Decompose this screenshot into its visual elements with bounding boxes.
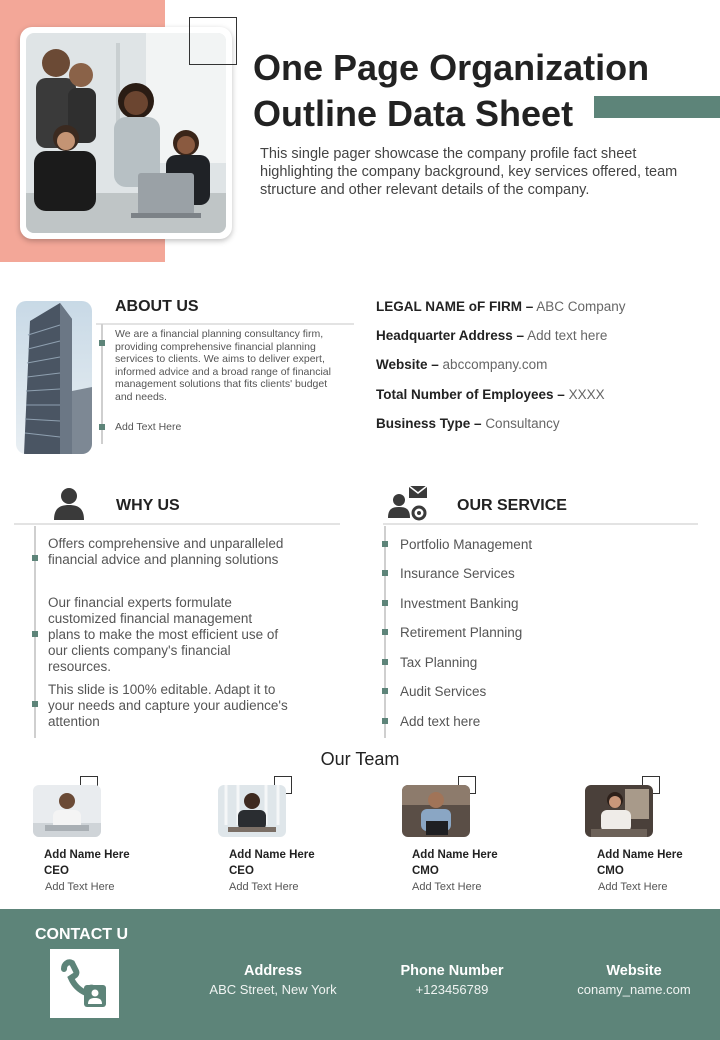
info-legal-name xyxy=(376,299,626,314)
website-value[interactable]: conamy_name.com xyxy=(577,982,691,997)
phone-value: +123456789 xyxy=(415,982,489,997)
why-bullet xyxy=(32,701,38,707)
service-bullet xyxy=(382,570,388,576)
page-title xyxy=(253,45,693,137)
info-value: Consultancy xyxy=(485,416,560,431)
info-label: LEGAL NAME oF FIRM – xyxy=(376,299,534,314)
website-label: Website xyxy=(606,963,662,979)
service-bullet xyxy=(382,541,388,547)
info-label: Business Type – xyxy=(376,416,482,431)
team-member-name: Add Name Here xyxy=(412,849,498,861)
service-item: Tax Planning xyxy=(400,655,478,670)
phone-label: Phone Number xyxy=(400,963,504,979)
team-member-role: CMO xyxy=(597,865,624,877)
why-bullet xyxy=(32,555,38,561)
service-item: Portfolio Management xyxy=(400,537,533,552)
info-label: Total Number of Employees – xyxy=(376,387,565,402)
user-icon xyxy=(52,486,86,525)
team-member-name: Add Name Here xyxy=(44,849,130,861)
service-heading: OUR SERVICE xyxy=(457,497,567,514)
service-item: Audit Services xyxy=(400,684,487,699)
info-label: Website – xyxy=(376,357,439,372)
team-member-text: Add Text Here xyxy=(412,881,482,893)
info-value: abccompany.com xyxy=(442,357,548,372)
contact-title: CONTACT U xyxy=(35,926,129,943)
title-accent-bar xyxy=(594,96,720,118)
why-item: This slide is 100% editable. Adapt it to your needs and capture your audience's attention xyxy=(48,682,288,729)
info-label: Headquarter Address – xyxy=(376,328,525,343)
contact-phone xyxy=(372,963,532,997)
why-item: Our financial experts formulate customized financial management plans to make the most efficient use of our clients company's financial resources. xyxy=(48,595,279,674)
service-item: Retirement Planning xyxy=(400,625,523,640)
about-divider xyxy=(96,323,354,325)
page-title-line1: One Page Organization xyxy=(253,47,650,88)
address-value: ABC Street, New York xyxy=(209,982,337,997)
about-add-text: Add Text Here xyxy=(115,421,182,433)
service-item: Insurance Services xyxy=(400,566,515,581)
about-bullet xyxy=(99,340,105,346)
team-member-photo xyxy=(33,785,101,837)
service-bullet xyxy=(382,629,388,635)
info-employees xyxy=(376,387,605,402)
address-label: Address xyxy=(243,963,303,979)
contact-icon-box xyxy=(50,949,119,1018)
team-member-role: CMO xyxy=(412,865,439,877)
why-item: Offers comprehensive and unparalleled financial advice and planning solutions xyxy=(48,536,284,567)
contact-website xyxy=(554,963,714,997)
why-heading: WHY US xyxy=(116,497,180,514)
team-member-role: CEO xyxy=(44,865,69,877)
info-value: ABC Company xyxy=(536,299,626,314)
phone-contact-icon xyxy=(50,949,119,1018)
about-text: We are a financial planning consultancy firm, providing comprehensive financial planning services to clients. We aims to deliver expert, informed advice and a broad range of financial management solutions that fits clients' budget and needs. xyxy=(115,328,331,403)
page-subtitle: This single pager showcase the company profile fact sheet highlighting the company background, key services offered, team structure and other relevant details of the company. xyxy=(260,146,678,198)
photo-corner-frame xyxy=(189,17,237,65)
why-bullet xyxy=(32,631,38,637)
team-member-text: Add Text Here xyxy=(45,881,115,893)
team-member-role: CEO xyxy=(229,865,254,877)
service-divider xyxy=(383,523,698,525)
service-item: Investment Banking xyxy=(400,596,519,611)
info-website xyxy=(376,357,547,372)
why-divider xyxy=(14,523,340,525)
team-member-photo xyxy=(218,785,286,837)
team-title: Our Team xyxy=(320,749,400,769)
team-member-photo xyxy=(402,785,470,837)
contact-address xyxy=(193,963,353,997)
info-business-type xyxy=(376,416,560,431)
building-illustration xyxy=(16,301,92,454)
about-heading: ABOUT US xyxy=(115,298,199,315)
service-bullet xyxy=(382,600,388,606)
service-bullet xyxy=(382,688,388,694)
about-bullet xyxy=(99,424,105,430)
service-bullet xyxy=(382,718,388,724)
team-member-name: Add Name Here xyxy=(229,849,315,861)
service-bullet xyxy=(382,659,388,665)
service-item: Add text here xyxy=(400,714,481,729)
info-headquarter xyxy=(376,328,607,343)
page-title-line2: Outline Data Sheet xyxy=(253,93,574,134)
team-member-photo xyxy=(585,785,653,837)
building-image xyxy=(16,301,92,454)
team-member-text: Add Text Here xyxy=(229,881,299,893)
info-value: Add text here xyxy=(527,328,608,343)
team-member-name: Add Name Here xyxy=(597,849,683,861)
info-value: XXXX xyxy=(568,387,605,402)
team-member-text: Add Text Here xyxy=(598,881,668,893)
